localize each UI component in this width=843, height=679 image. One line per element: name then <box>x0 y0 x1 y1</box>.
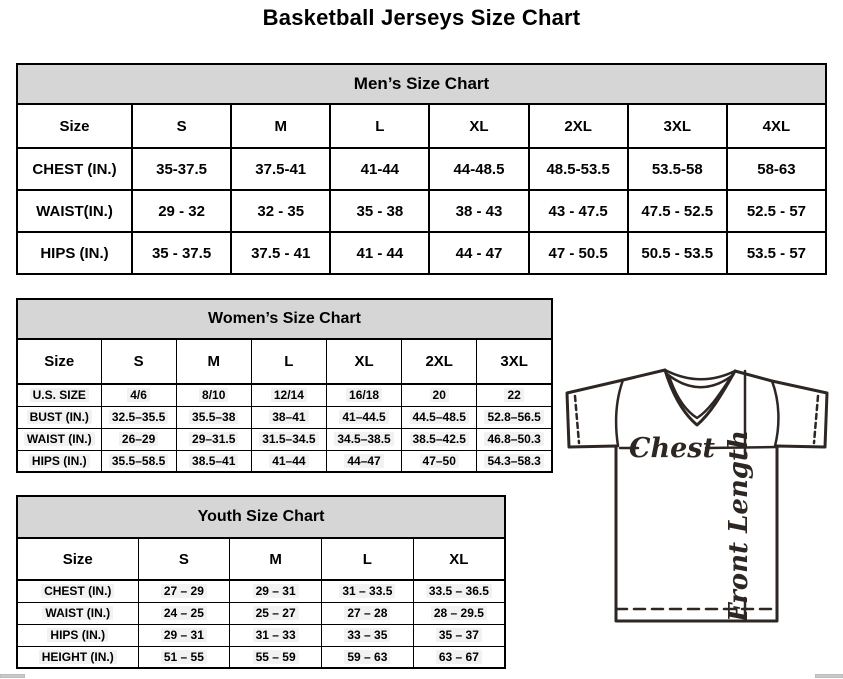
row-label <box>17 646 138 668</box>
size-value-text: 54.3–58.3 <box>484 454 543 468</box>
size-value-cell <box>413 624 505 646</box>
row-label <box>17 602 138 624</box>
size-value-cell <box>251 384 326 406</box>
column-header: 2XL <box>402 339 477 384</box>
size-value-cell <box>326 428 401 450</box>
size-value-cell <box>176 384 251 406</box>
row-label-text: WAIST (IN.) <box>24 432 95 446</box>
size-value-text: 41–44 <box>269 454 308 468</box>
size-value-cell: 58-63 <box>727 148 826 190</box>
size-value-cell <box>326 384 401 406</box>
size-value-cell <box>138 602 230 624</box>
table-row <box>17 624 505 646</box>
size-value-cell <box>413 580 505 602</box>
row-label <box>17 450 101 472</box>
jersey-armhole-seam-left <box>616 380 623 446</box>
size-value-cell <box>138 580 230 602</box>
size-value-cell <box>477 428 552 450</box>
size-value-cell <box>230 580 322 602</box>
table-row <box>17 602 505 624</box>
column-header: XL <box>326 339 401 384</box>
size-value-cell: 32 - 35 <box>231 190 330 232</box>
size-value-text: 51 – 55 <box>161 650 207 664</box>
column-header: Size <box>17 104 132 148</box>
horizontal-scrollbar-fragment-right[interactable] <box>815 674 843 678</box>
size-value-cell <box>402 384 477 406</box>
size-value-cell <box>326 450 401 472</box>
size-value-text: 25 – 27 <box>253 606 299 620</box>
size-value-cell: 37.5-41 <box>231 148 330 190</box>
table-row <box>17 190 826 232</box>
table-row <box>17 104 826 148</box>
row-label <box>17 384 101 406</box>
size-value-text: 55 – 59 <box>253 650 299 664</box>
table-row <box>17 339 552 384</box>
column-header: 4XL <box>727 104 826 148</box>
size-value-text: 29–31.5 <box>189 432 238 446</box>
size-value-cell: 50.5 - 53.5 <box>628 232 727 274</box>
size-value-cell <box>413 646 505 668</box>
size-value-cell: 48.5-53.5 <box>529 148 628 190</box>
size-value-text: 26–29 <box>119 432 158 446</box>
size-value-text: 38.5–41 <box>189 454 238 468</box>
row-label-text: HIPS (IN.) <box>29 454 90 468</box>
column-header: 2XL <box>529 104 628 148</box>
table-row <box>17 232 826 274</box>
youth-table-title: Youth Size Chart <box>17 496 505 538</box>
size-value-cell: 53.5 - 57 <box>727 232 826 274</box>
size-value-cell <box>230 646 322 668</box>
table-row <box>17 428 552 450</box>
table-row <box>17 64 826 104</box>
size-value-text: 28 – 29.5 <box>431 606 487 620</box>
column-header: M <box>231 104 330 148</box>
size-value-cell <box>322 602 414 624</box>
column-header: Size <box>17 538 138 580</box>
size-value-cell: 35-37.5 <box>132 148 231 190</box>
column-header: S <box>101 339 176 384</box>
size-value-cell: 37.5 - 41 <box>231 232 330 274</box>
table-row <box>17 538 505 580</box>
size-value-cell <box>230 602 322 624</box>
size-value-text: 27 – 29 <box>161 584 207 598</box>
size-value-text: 47–50 <box>420 454 459 468</box>
size-value-text: 35.5–38 <box>189 410 238 424</box>
jersey-measurement-diagram <box>560 364 843 627</box>
column-header: XL <box>429 104 528 148</box>
row-label-text: BUST (IN.) <box>27 410 92 424</box>
size-value-text: 35 – 37 <box>436 628 482 642</box>
size-value-text: 34.5–38.5 <box>334 432 393 446</box>
size-value-cell: 44 - 47 <box>429 232 528 274</box>
size-value-text: 33.5 – 36.5 <box>426 584 492 598</box>
size-value-text: 44–47 <box>344 454 383 468</box>
row-label <box>17 428 101 450</box>
womens-table-title: Women’s Size Chart <box>17 299 552 339</box>
jersey-armhole-seam-right <box>772 381 778 446</box>
jersey-cuff-dash-left <box>575 396 579 443</box>
column-header: L <box>322 538 414 580</box>
row-label <box>17 624 138 646</box>
size-value-text: 16/18 <box>346 388 382 402</box>
size-value-cell <box>251 406 326 428</box>
table-row <box>17 496 505 538</box>
size-value-cell <box>176 428 251 450</box>
row-label-text: U.S. SIZE <box>30 388 89 402</box>
size-value-cell <box>402 428 477 450</box>
size-value-cell: 53.5-58 <box>628 148 727 190</box>
table-row <box>17 646 505 668</box>
size-value-text: 44.5–48.5 <box>410 410 469 424</box>
table-row <box>17 450 552 472</box>
size-value-cell: 38 - 43 <box>429 190 528 232</box>
size-value-cell <box>322 624 414 646</box>
size-value-text: 41–44.5 <box>339 410 388 424</box>
chest-label: Chest <box>629 433 715 464</box>
mens-size-table <box>16 63 827 275</box>
table-row <box>17 580 505 602</box>
column-header: M <box>176 339 251 384</box>
jersey-collar-back-arc <box>665 370 735 379</box>
size-value-cell: 29 - 32 <box>132 190 231 232</box>
size-value-cell <box>101 406 176 428</box>
row-label-text: HEIGHT (IN.) <box>39 650 117 664</box>
size-value-text: 52.8–56.5 <box>484 410 543 424</box>
size-value-text: 46.8–50.3 <box>484 432 543 446</box>
size-value-text: 31.5–34.5 <box>259 432 318 446</box>
column-header: L <box>251 339 326 384</box>
column-header: S <box>138 538 230 580</box>
row-label: WAIST(IN.) <box>17 190 132 232</box>
size-value-cell <box>230 624 322 646</box>
front-length-label: Front Length <box>724 430 754 622</box>
row-label: HIPS (IN.) <box>17 232 132 274</box>
row-label <box>17 406 101 428</box>
size-value-cell <box>176 406 251 428</box>
size-value-cell: 52.5 - 57 <box>727 190 826 232</box>
size-value-cell: 47 - 50.5 <box>529 232 628 274</box>
column-header: 3XL <box>628 104 727 148</box>
size-value-text: 31 – 33.5 <box>339 584 395 598</box>
size-value-text: 29 – 31 <box>253 584 299 598</box>
size-value-cell <box>402 406 477 428</box>
row-label-text: HIPS (IN.) <box>47 628 108 642</box>
size-value-text: 33 – 35 <box>344 628 390 642</box>
size-value-text: 63 – 67 <box>436 650 482 664</box>
size-value-text: 38.5–42.5 <box>410 432 469 446</box>
womens-size-table <box>16 298 553 473</box>
column-header: L <box>330 104 429 148</box>
jersey-outline <box>567 370 827 621</box>
size-value-cell: 41 - 44 <box>330 232 429 274</box>
size-value-cell: 41-44 <box>330 148 429 190</box>
size-value-text: 22 <box>504 388 523 402</box>
youth-size-table <box>16 495 506 669</box>
size-value-cell <box>402 450 477 472</box>
size-value-cell <box>251 428 326 450</box>
column-header: 3XL <box>477 339 552 384</box>
table-row <box>17 299 552 339</box>
row-label-text: WAIST (IN.) <box>42 606 113 620</box>
column-header: XL <box>413 538 505 580</box>
size-value-text: 12/14 <box>271 388 307 402</box>
size-value-cell <box>477 384 552 406</box>
row-label: CHEST (IN.) <box>17 148 132 190</box>
jersey-cuff-dash-right <box>814 396 818 443</box>
size-value-cell <box>176 450 251 472</box>
size-value-text: 27 – 28 <box>344 606 390 620</box>
size-value-cell <box>326 406 401 428</box>
size-value-cell <box>138 624 230 646</box>
size-value-cell <box>101 428 176 450</box>
size-value-cell <box>477 406 552 428</box>
size-value-cell: 47.5 - 52.5 <box>628 190 727 232</box>
row-label <box>17 580 138 602</box>
row-label-text: CHEST (IN.) <box>41 584 114 598</box>
column-header: M <box>230 538 322 580</box>
size-value-cell: 43 - 47.5 <box>529 190 628 232</box>
size-value-text: 38–41 <box>269 410 308 424</box>
size-value-cell <box>138 646 230 668</box>
table-row <box>17 406 552 428</box>
size-value-text: 4/6 <box>127 388 150 402</box>
size-value-cell <box>477 450 552 472</box>
horizontal-scrollbar-fragment-left[interactable] <box>0 674 25 678</box>
size-value-cell <box>322 646 414 668</box>
page-title: Basketball Jerseys Size Chart <box>262 5 581 30</box>
size-value-cell: 35 - 37.5 <box>132 232 231 274</box>
size-value-cell: 35 - 38 <box>330 190 429 232</box>
size-value-text: 32.5–35.5 <box>109 410 168 424</box>
size-value-cell <box>251 450 326 472</box>
size-value-text: 59 – 63 <box>344 650 390 664</box>
table-row <box>17 384 552 406</box>
size-value-cell <box>413 602 505 624</box>
size-value-text: 35.5–58.5 <box>109 454 168 468</box>
column-header: S <box>132 104 231 148</box>
size-value-cell <box>101 384 176 406</box>
mens-table-title: Men’s Size Chart <box>17 64 826 104</box>
size-value-text: 8/10 <box>199 388 228 402</box>
size-value-text: 31 – 33 <box>253 628 299 642</box>
size-value-text: 24 – 25 <box>161 606 207 620</box>
size-value-cell: 44-48.5 <box>429 148 528 190</box>
size-value-text: 29 – 31 <box>161 628 207 642</box>
size-value-cell <box>101 450 176 472</box>
table-row <box>17 148 826 190</box>
size-value-text: 20 <box>430 388 449 402</box>
size-value-cell <box>322 580 414 602</box>
column-header: Size <box>17 339 101 384</box>
